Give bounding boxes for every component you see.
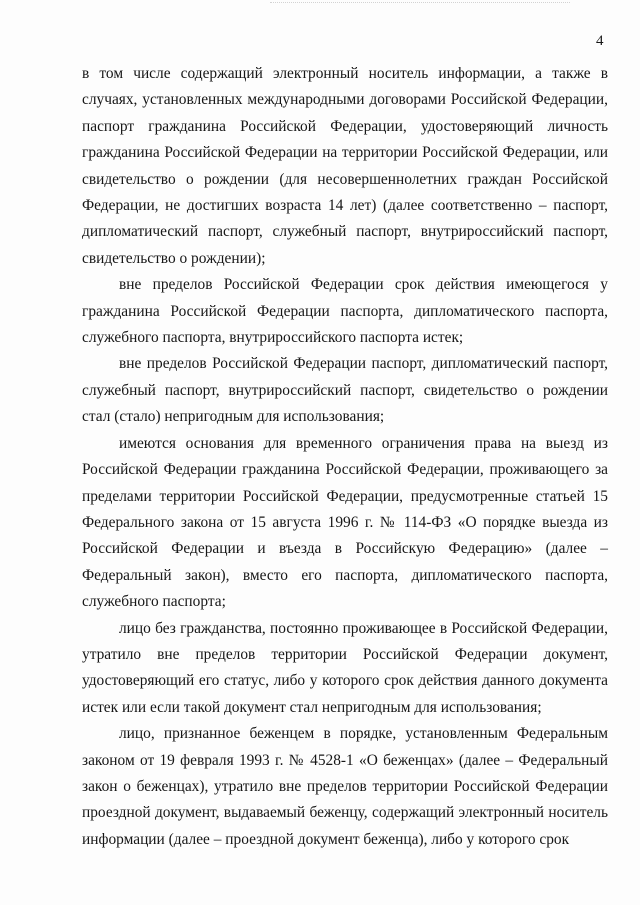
scan-edge-mark — [270, 2, 570, 4]
page-number: 4 — [596, 33, 604, 49]
paragraph-exit-restriction: имеются основания для временного ограничения права на выезд из Российской Федерации гражданина Российской Федерации, проживающего за пределами территории Российской Федерации, предусмотренные статьей 15 Федерального закона от 15 августа 1996 г. № 114-ФЗ «О порядке выезда из Российской Федерации и въезда в Российскую Федерацию» (далее – Федеральный закон), вместо его паспорта, дипломатического паспорта, служебного паспорта; — [82, 434, 608, 611]
document-body — [82, 61, 608, 853]
paragraph-refugee: лицо, признанное беженцем в порядке, установленным Федеральным законом от 19 февраля 1993 г. № 4528-1 «О беженцах» (далее – Федеральный закон о беженцах), утратило вне пределов территории Российской Федерации проездной документ, выдаваемый беженцу, содержащий электронный носитель информации (далее – проездной документ беженца), либо у которого срок — [82, 725, 608, 848]
paragraph-continuation: в том числе содержащий электронный носитель информации, а также в случаях, установленных международными договорами Российской Федерации, паспорт гражданина Российской Федерации, удостоверяющий личность гражданина Российской Федерации на территории Российской Федерации, или свидетельство о рождении (для несовершеннолетних граждан Российской Федерации, не достигших возраста 14 лет) (далее соответственно – паспорт, дипломатический паспорт, служебный паспорт, внутрироссийский паспорт, свидетельство о рождении); — [82, 65, 608, 267]
paragraph-passport-expired: вне пределов Российской Федерации срок действия имеющегося у гражданина Российской Федерации паспорта, дипломатического паспорта, служебного паспорта, внутрироссийского паспорта истек; — [82, 276, 608, 347]
paragraph-passport-unusable: вне пределов Российской Федерации паспорт, дипломатический паспорт, служебный паспорт, внутрироссийский паспорт, свидетельство о рождении стал (стало) непригодным для использования; — [82, 355, 608, 426]
paragraph-stateless-person: лицо без гражданства, постоянно проживающее в Российской Федерации, утратило вне пределов территории Российской Федерации документ, удостоверяющий его статус, либо у которого срок действия данного документа истек или если такой документ стал непригодным для использования; — [82, 619, 608, 716]
